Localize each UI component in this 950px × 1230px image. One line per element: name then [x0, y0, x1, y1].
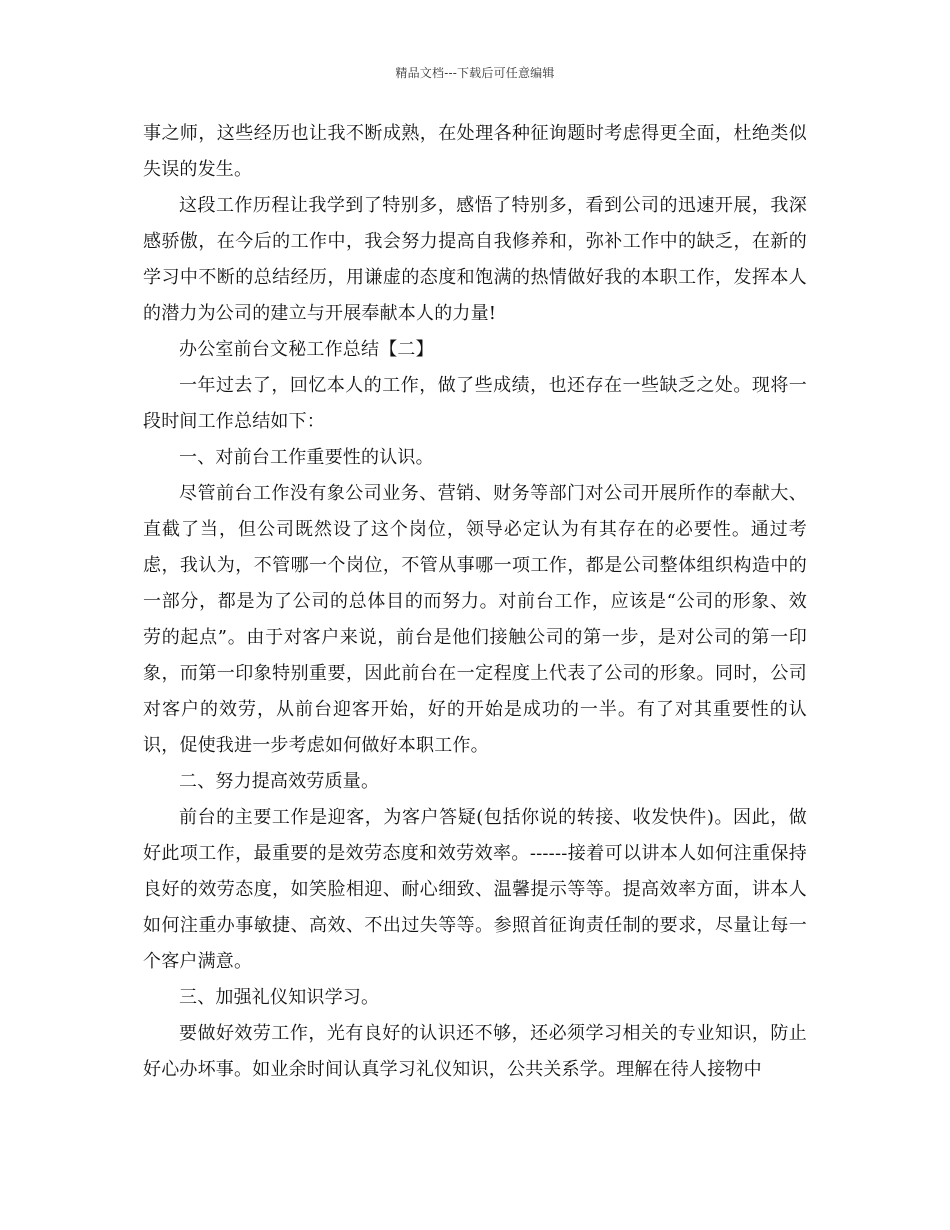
paragraph-2: 这段工作历程让我学到了特别多，感悟了特别多，看到公司的迅速开展，我深感骄傲，在今后的工作中，我会努力提高自我修养和，弥补工作中的缺乏，在新的学习中不断的总结经历，用谦虚的态度和饱满的热情做好我的本职工作，发挥本人的潜力为公司的建立与开展奉献本人的力量! [143, 195, 807, 324]
paragraph-5: 前台的主要工作是迎客，为客户答疑(包括你说的转接、收发快件)。因此，做好此项工作，最重要的是效劳态度和效劳效率。------接着可以讲本人如何注重保持良好的效劳态度，如笑脸相迎、耐心细致、温馨提示等等。提高效率方面，讲本人如何注重办事敏捷、高效、不出过失等等。参照首征询责任制的要求，尽量让每一个客户满意。 [143, 807, 807, 972]
page-header: 精品文档---下载后可任意编辑 [395, 66, 555, 80]
paragraph-3: 一年过去了，回忆本人的工作，做了些成绩，也还存在一些缺乏之处。现将一段时间工作总结如下： [143, 375, 807, 432]
document-body [143, 116, 807, 1088]
paragraph-1: 事之师，这些经历也让我不断成熟，在处理各种征询题时考虑得更全面，杜绝类似失误的发生。 [143, 123, 807, 180]
heading-1: 一、对前台工作重要性的认识。 [179, 447, 434, 468]
paragraph-6: 要做好效劳工作，光有良好的认识还不够，还必须学习相关的专业知识，防止好心办坏事。如业余时间认真学习礼仪知识，公共关系学。理解在待人接物中 [143, 1023, 807, 1080]
paragraph-4: 尽管前台工作没有象公司业务、营销、财务等部门对公司开展所作的奉献大、直截了当，但公司既然设了这个岗位，领导必定认为有其存在的必要性。通过考虑，我认为，不管哪一个岗位，不管从事哪一项工作，都是公司整体组织构造中的一部分，都是为了公司的总体目的而努力。对前台工作，应该是“公司的形象、效劳的起点”。由于对客户来说，前台是他们接触公司的第一步，是对公司的第一印象，而第一印象特别重要，因此前台在一定程度上代表了公司的形象。同时，公司对客户的效劳，从前台迎客开始，好的开始是成功的一半。有了对其重要性的认识，促使我进一步考虑如何做好本职工作。 [143, 483, 807, 756]
heading-3: 三、加强礼仪知识学习。 [179, 987, 380, 1008]
section-title: 办公室前台文秘工作总结【二】 [179, 339, 434, 360]
heading-2: 二、努力提高效劳质量。 [179, 771, 380, 792]
